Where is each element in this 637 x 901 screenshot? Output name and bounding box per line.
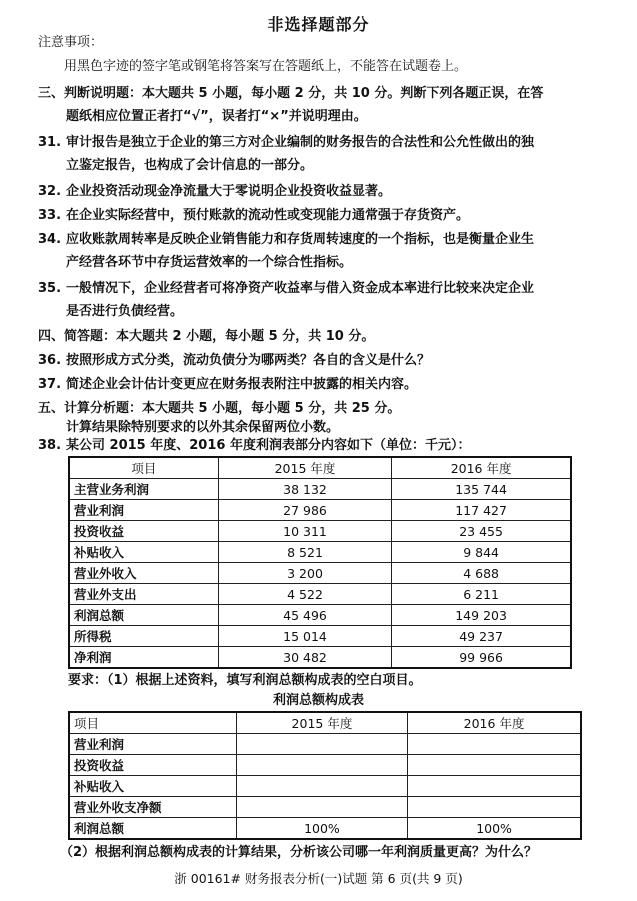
question-32: 32. 企业投资活动现金净流量大于零说明企业投资收益显著。 xyxy=(38,184,392,199)
answer-cell xyxy=(408,797,581,818)
table-row xyxy=(69,734,581,755)
cell-value: 23 455 xyxy=(392,521,571,542)
page-footer: 浙 00161# 财务报表分析(一)试题 第 6 页(共 9 页) xyxy=(174,871,463,886)
cell-value: 6 211 xyxy=(392,584,571,605)
table-row xyxy=(69,563,571,584)
column-header: 项目 xyxy=(69,457,218,479)
cell-value: 10 311 xyxy=(218,521,391,542)
cell-value: 45 496 xyxy=(218,605,391,626)
cell-value: 149 203 xyxy=(392,605,571,626)
column-header: 项目 xyxy=(69,712,236,734)
table-row xyxy=(69,584,571,605)
question-31-cont: 立鉴定报告，也构成了会计信息的一部分。 xyxy=(66,158,314,173)
cell-value: 9 844 xyxy=(392,542,571,563)
section5-heading: 五、计算分析题：本大题共 5 小题，每小题 5 分，共 25 分。 xyxy=(38,401,401,416)
cell-value: 4 522 xyxy=(218,584,391,605)
row-label: 补贴收入 xyxy=(69,776,236,797)
row-label: 投资收益 xyxy=(69,521,218,542)
table-row xyxy=(69,626,571,647)
cell-value: 4 688 xyxy=(392,563,571,584)
answer-cell: 100% xyxy=(408,818,581,840)
table-row xyxy=(69,500,571,521)
page-title: 非选择题部分 xyxy=(267,15,370,34)
cell-value: 3 200 xyxy=(218,563,391,584)
table-header-row xyxy=(69,457,571,479)
profit-composition-table xyxy=(68,711,582,840)
answer-cell xyxy=(236,734,407,755)
notice-text: 用黑色字迹的签字笔或钢笔将答案写在答题纸上，不能答在试题卷上。 xyxy=(64,59,468,74)
cell-value: 27 986 xyxy=(218,500,391,521)
row-label: 主营业务利润 xyxy=(69,479,218,500)
cell-value: 117 427 xyxy=(392,500,571,521)
answer-cell xyxy=(408,734,581,755)
table-row xyxy=(69,776,581,797)
section3-heading: 三、判断说明题：本大题共 5 小题，每小题 2 分，共 10 分。判断下列各题正误，在答 xyxy=(38,86,544,101)
table-row xyxy=(69,605,571,626)
question-36: 36. 按照形成方式分类，流动负债分为哪两类？各自的含义是什么？ xyxy=(38,353,431,368)
question-35: 35. 一般情况下，企业经营者可将净资产收益率与借入资金成本率进行比较来决定企业 xyxy=(38,281,535,296)
question-35-cont: 是否进行负债经营。 xyxy=(66,304,184,319)
cell-value: 38 132 xyxy=(218,479,391,500)
row-label: 利润总额 xyxy=(69,818,236,840)
section5-note: 计算结果除特别要求的以外其余保留两位小数。 xyxy=(66,420,340,435)
row-label: 投资收益 xyxy=(69,755,236,776)
column-header: 2016 年度 xyxy=(408,712,581,734)
cell-value: 135 744 xyxy=(392,479,571,500)
table-header-row xyxy=(69,712,581,734)
table-row xyxy=(69,797,581,818)
section4-heading: 四、简答题：本大题共 2 小题，每小题 5 分，共 10 分。 xyxy=(38,329,375,344)
cell-value: 49 237 xyxy=(392,626,571,647)
question-38: 38. 某公司 2015 年度、2016 年度利润表部分内容如下（单位：千元）： xyxy=(38,438,471,453)
table-row xyxy=(69,647,571,669)
table-row xyxy=(69,755,581,776)
table-row xyxy=(69,521,571,542)
answer-cell: 100% xyxy=(236,818,407,840)
requirement-1: 要求：（1）根据上述资料，填写利润总额构成表的空白项目。 xyxy=(68,673,422,688)
row-label: 营业外支出 xyxy=(69,584,218,605)
question-31: 31. 审计报告是独立于企业的第三方对企业编制的财务报告的合法性和公允性做出的独 xyxy=(38,135,535,150)
row-label: 营业外收支净额 xyxy=(69,797,236,818)
row-label: 营业利润 xyxy=(69,734,236,755)
section3-heading-cont: 题纸相应位置正者打“√”，误者打“×”并说明理由。 xyxy=(66,109,367,124)
table-row xyxy=(69,542,571,563)
table2-caption: 利润总额构成表 xyxy=(272,693,364,708)
column-header: 2015 年度 xyxy=(236,712,407,734)
requirement-2: （2）根据利润总额构成表的计算结果，分析该公司哪一年利润质量更高？为什么？ xyxy=(60,845,538,860)
row-label: 营业利润 xyxy=(69,500,218,521)
cell-value: 15 014 xyxy=(218,626,391,647)
table-row xyxy=(69,818,581,840)
row-label: 净利润 xyxy=(69,647,218,669)
table-row xyxy=(69,479,571,500)
answer-cell xyxy=(236,776,407,797)
column-header: 2015 年度 xyxy=(218,457,391,479)
income-statement-table xyxy=(68,456,572,669)
answer-cell xyxy=(236,797,407,818)
question-33: 33. 在企业实际经营中，预付账款的流动性或变现能力通常强于存货资产。 xyxy=(38,208,470,223)
cell-value: 8 521 xyxy=(218,542,391,563)
notice-label: 注意事项： xyxy=(38,35,104,50)
answer-cell xyxy=(236,755,407,776)
column-header: 2016 年度 xyxy=(392,457,571,479)
row-label: 所得税 xyxy=(69,626,218,647)
row-label: 利润总额 xyxy=(69,605,218,626)
question-34-cont: 产经营各环节中存货运营效率的一个综合性指标。 xyxy=(66,255,353,270)
answer-cell xyxy=(408,776,581,797)
cell-value: 30 482 xyxy=(218,647,391,669)
answer-cell xyxy=(408,755,581,776)
question-37: 37. 简述企业会计估计变更应在财务报表附注中披露的相关内容。 xyxy=(38,377,418,392)
question-34: 34. 应收账款周转率是反映企业销售能力和存货周转速度的一个指标，也是衡量企业生 xyxy=(38,232,535,247)
row-label: 补贴收入 xyxy=(69,542,218,563)
cell-value: 99 966 xyxy=(392,647,571,669)
row-label: 营业外收入 xyxy=(69,563,218,584)
